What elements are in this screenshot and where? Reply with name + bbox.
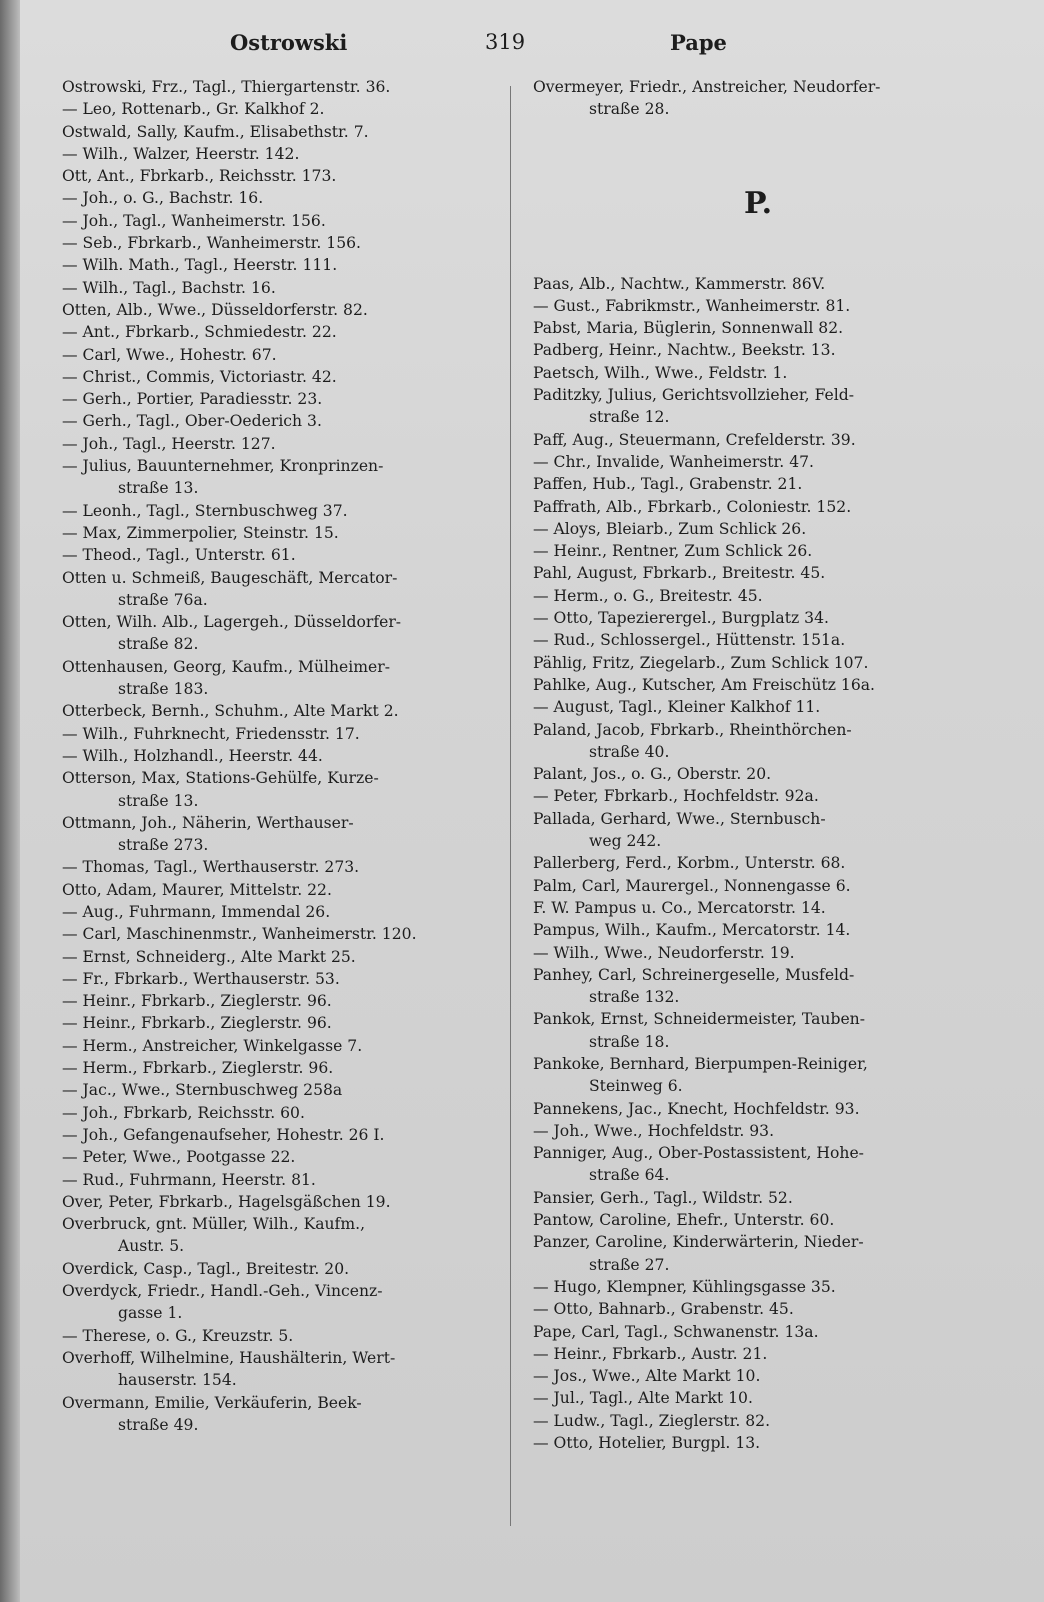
directory-entry: Overdick, Casp., Tagl., Breitestr. 20.	[62, 1259, 350, 1278]
page-header	[60, 30, 1020, 66]
directory-entry: Pallada, Gerhard, Wwe., Sternbusch-	[533, 809, 826, 828]
directory-entry: Panzer, Caroline, Kinderwärterin, Nieder-	[533, 1233, 864, 1252]
directory-entry: Otten, Alb., Wwe., Düsseldorferstr. 82.	[62, 300, 368, 319]
directory-entry: Ostrowski, Frz., Tagl., Thiergartenstr. 36.	[62, 78, 391, 96]
directory-entry: — Aloys, Bleiarb., Zum Schlick 26.	[533, 519, 807, 538]
directory-entry: — Rud., Schlossergel., Hüttenstr. 151a.	[533, 631, 846, 650]
directory-entry: — Wilh., Fuhrknecht, Friedensstr. 17.	[62, 724, 360, 743]
binding-shadow	[0, 0, 20, 1602]
directory-entry: — Gerh., Portier, Paradiesstr. 23.	[62, 390, 323, 409]
directory-entry: Pallerberg, Ferd., Korbm., Unterstr. 68.	[533, 854, 846, 873]
directory-entry: Overmeyer, Friedr., Anstreicher, Neudorfer-	[533, 78, 881, 96]
directory-entry: — Ernst, Schneiderg., Alte Markt 25.	[62, 947, 356, 966]
directory-entry: — Otto, Bahnarb., Grabenstr. 45.	[533, 1300, 794, 1319]
directory-entry: Paas, Alb., Nachtw., Kammerstr. 86V.	[533, 274, 826, 293]
directory-entry: — Gust., Fabrikmstr., Wanheimerstr. 81.	[533, 296, 851, 315]
entry-continuation: straße 49.	[118, 1415, 199, 1434]
page-number: 319	[485, 30, 526, 54]
directory-entry: — Joh., Fbrkarb, Reichsstr. 60.	[62, 1103, 305, 1122]
directory-entry: — Leonh., Tagl., Sternbuschweg 37.	[62, 501, 348, 520]
directory-entry: Ottmann, Joh., Näherin, Werthauser-	[62, 813, 354, 832]
directory-entry: — Jos., Wwe., Alte Markt 10.	[533, 1367, 761, 1386]
directory-entry: Paff, Aug., Steuermann, Crefelderstr. 39.	[533, 430, 856, 449]
directory-entry: — Julius, Bauunternehmer, Kronprinzen-	[62, 457, 384, 476]
directory-entry: — Joh., o. G., Bachstr. 16.	[62, 189, 264, 208]
directory-entry: Otten u. Schmeiß, Baugeschäft, Mercator-	[62, 568, 398, 587]
directory-entry: Otto, Adam, Maurer, Mittelstr. 22.	[62, 880, 332, 899]
directory-entry: Pahlke, Aug., Kutscher, Am Freischütz 16a.	[533, 675, 875, 694]
directory-entry: — Chr., Invalide, Wanheimerstr. 47.	[533, 452, 815, 471]
directory-entry: — Herm., Fbrkarb., Zieglerstr. 96.	[62, 1059, 334, 1078]
directory-entry: F. W. Pampus u. Co., Mercatorstr. 14.	[533, 898, 826, 917]
directory-entry: Pansier, Gerh., Tagl., Wildstr. 52.	[533, 1188, 793, 1207]
directory-entry: Otterbeck, Bernh., Schuhm., Alte Markt 2.	[62, 702, 399, 721]
directory-entry: — Fr., Fbrkarb., Werthauserstr. 53.	[62, 969, 340, 988]
directory-entry: — Wilh., Walzer, Heerstr. 142.	[62, 144, 300, 163]
directory-entry: — Jul., Tagl., Alte Markt 10.	[533, 1389, 753, 1408]
directory-entry: Overhoff, Wilhelmine, Haushälterin, Wert-	[62, 1348, 396, 1367]
header-right: Pape	[670, 30, 727, 55]
directory-entry: Panhey, Carl, Schreinergeselle, Musfeld-	[533, 965, 855, 984]
directory-entry: Paffen, Hub., Tagl., Grabenstr. 21.	[533, 475, 803, 494]
directory-entry: Overbruck, gnt. Müller, Wilh., Kaufm.,	[62, 1215, 366, 1234]
directory-entry: — Ludw., Tagl., Zieglerstr. 82.	[533, 1411, 771, 1430]
directory-entry: — Christ., Commis, Victoriastr. 42.	[62, 367, 337, 386]
directory-entry: — Carl, Wwe., Hohestr. 67.	[62, 345, 277, 364]
directory-entry: — Joh., Wwe., Hochfeldstr. 93.	[533, 1121, 775, 1140]
directory-entry: — Joh., Tagl., Heerstr. 127.	[62, 434, 276, 453]
entry-continuation: gasse 1.	[118, 1304, 183, 1323]
directory-entry: — Otto, Tapezierergel., Burgplatz 34.	[533, 609, 829, 628]
directory-entry: Paditzky, Julius, Gerichtsvollzieher, Feld-	[533, 386, 855, 405]
directory-entry: Overmann, Emilie, Verkäuferin, Beek-	[62, 1393, 362, 1412]
entry-continuation: straße 13.	[118, 479, 199, 498]
directory-entry: Ott, Ant., Fbrkarb., Reichsstr. 173.	[62, 167, 337, 186]
directory-entry: — Leo, Rottenarb., Gr. Kalkhof 2.	[62, 100, 325, 119]
directory-entry: Padberg, Heinr., Nachtw., Beekstr. 13.	[533, 341, 836, 360]
directory-entry: — Seb., Fbrkarb., Wanheimerstr. 156.	[62, 234, 362, 253]
entry-continuation: straße 273.	[118, 836, 209, 855]
directory-entry: — Thomas, Tagl., Werthauserstr. 273.	[62, 858, 360, 877]
directory-entry: — Therese, o. G., Kreuzstr. 5.	[62, 1326, 294, 1345]
entry-continuation: Steinweg 6.	[589, 1077, 683, 1096]
directory-entry: — Max, Zimmerpolier, Steinstr. 15.	[62, 523, 339, 542]
directory-entry: Palant, Jos., o. G., Oberstr. 20.	[533, 765, 772, 784]
section-letter: P.	[744, 186, 773, 221]
directory-entry: Palm, Carl, Maurergel., Nonnengasse 6.	[533, 876, 851, 895]
directory-entry: Pählig, Fritz, Ziegelarb., Zum Schlick 107.	[533, 653, 869, 672]
directory-entry: — Wilh. Math., Tagl., Heerstr. 111.	[62, 256, 338, 275]
directory-entry: — Joh., Tagl., Wanheimerstr. 156.	[62, 211, 326, 230]
directory-entry: — Otto, Hotelier, Burgpl. 13.	[533, 1434, 761, 1453]
directory-entry: Pape, Carl, Tagl., Schwanenstr. 13a.	[533, 1322, 819, 1341]
right-column	[533, 76, 973, 1454]
directory-entry: — Peter, Wwe., Pootgasse 22.	[62, 1148, 296, 1167]
entry-continuation: straße 40.	[589, 742, 670, 761]
entry-continuation: straße 27.	[589, 1255, 670, 1274]
directory-entry: Pampus, Wilh., Kaufm., Mercatorstr. 14.	[533, 921, 851, 940]
directory-entry: — Wilh., Tagl., Bachstr. 16.	[62, 278, 276, 297]
directory-entry: — Herm., Anstreicher, Winkelgasse 7.	[62, 1036, 363, 1055]
entry-continuation: straße 64.	[589, 1166, 670, 1185]
directory-entry: — Jac., Wwe., Sternbuschweg 258a	[62, 1081, 343, 1100]
directory-entry: — Theod., Tagl., Unterstr. 61.	[62, 546, 296, 565]
entry-continuation: straße 12.	[589, 408, 670, 427]
directory-entry: — Aug., Fuhrmann, Immendal 26.	[62, 902, 331, 921]
directory-entry: Paetsch, Wilh., Wwe., Feldstr. 1.	[533, 363, 788, 382]
entry-continuation: straße 76a.	[118, 590, 208, 609]
entry-continuation: straße 82.	[118, 635, 199, 654]
entry-continuation: hauserstr. 154.	[118, 1371, 237, 1390]
directory-entry: Otterson, Max, Stations-Gehülfe, Kurze-	[62, 769, 379, 788]
directory-entry: — Rud., Fuhrmann, Heerstr. 81.	[62, 1170, 316, 1189]
entry-continuation: straße 183.	[118, 680, 209, 699]
directory-entry: Pahl, August, Fbrkarb., Breitestr. 45.	[533, 564, 826, 583]
directory-entry: Over, Peter, Fbrkarb., Hagelsgäßchen 19.	[62, 1192, 391, 1211]
directory-entry: — Wilh., Wwe., Neudorferstr. 19.	[533, 943, 795, 962]
directory-entry: Ottenhausen, Georg, Kaufm., Mülheimer-	[62, 657, 390, 676]
directory-entry: Pankoke, Bernhard, Bierpumpen-Reiniger,	[533, 1054, 868, 1073]
directory-entry: Ostwald, Sally, Kaufm., Elisabethstr. 7.	[62, 122, 369, 141]
directory-entry: Overdyck, Friedr., Handl.-Geh., Vincenz-	[62, 1282, 383, 1301]
directory-entry: Pankok, Ernst, Schneidermeister, Tauben-	[533, 1010, 865, 1029]
directory-entry: Paland, Jacob, Fbrkarb., Rheinthörchen-	[533, 720, 852, 739]
directory-entry: Pantow, Caroline, Ehefr., Unterstr. 60.	[533, 1211, 835, 1230]
directory-entry: — August, Tagl., Kleiner Kalkhof 11.	[533, 698, 821, 717]
directory-entry: Pannekens, Jac., Knecht, Hochfeldstr. 93.	[533, 1099, 860, 1118]
directory-entry: — Heinr., Fbrkarb., Zieglerstr. 96.	[62, 992, 332, 1011]
directory-entry: Pabst, Maria, Büglerin, Sonnenwall 82.	[533, 319, 844, 338]
directory-entry: — Peter, Fbrkarb., Hochfeldstr. 92a.	[533, 787, 819, 806]
directory-entry: Otten, Wilh. Alb., Lagergeh., Düsseldorfer-	[62, 613, 402, 632]
entry-continuation: straße 28.	[589, 100, 670, 119]
entry-continuation: straße 13.	[118, 791, 199, 810]
entry-continuation: straße 18.	[589, 1032, 670, 1051]
directory-entry: — Wilh., Holzhandl., Heerstr. 44.	[62, 746, 323, 765]
directory-entry: — Heinr., Rentner, Zum Schlick 26.	[533, 542, 813, 561]
directory-entry: — Ant., Fbrkarb., Schmiedestr. 22.	[62, 323, 337, 342]
directory-entry: — Joh., Gefangenaufseher, Hohestr. 26 I.	[62, 1125, 385, 1144]
entry-continuation: Austr. 5.	[118, 1237, 185, 1256]
entry-continuation: weg 242.	[589, 832, 662, 851]
directory-entry: — Heinr., Fbrkarb., Zieglerstr. 96.	[62, 1014, 332, 1033]
directory-entry: — Herm., o. G., Breitestr. 45.	[533, 586, 763, 605]
directory-entry: — Hugo, Klempner, Kühlingsgasse 35.	[533, 1277, 836, 1296]
directory-entry: — Carl, Maschinenmstr., Wanheimerstr. 120.	[62, 925, 417, 944]
entry-continuation: straße 132.	[589, 988, 680, 1007]
left-column	[62, 76, 502, 1436]
directory-entry: Panniger, Aug., Ober-Postassistent, Hohe-	[533, 1144, 864, 1163]
directory-entry: Paffrath, Alb., Fbrkarb., Coloniestr. 152.	[533, 497, 852, 516]
column-divider	[510, 86, 511, 1526]
directory-entry: — Heinr., Fbrkarb., Austr. 21.	[533, 1344, 768, 1363]
directory-entry: — Gerh., Tagl., Ober-Oederich 3.	[62, 412, 322, 431]
header-left: Ostrowski	[230, 30, 348, 55]
